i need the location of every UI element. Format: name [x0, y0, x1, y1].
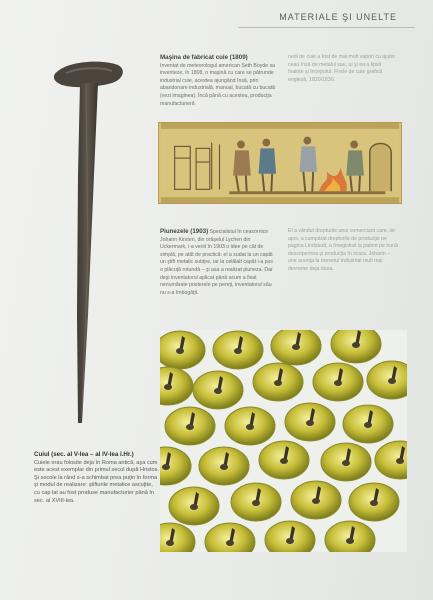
thumbtack-center — [166, 540, 174, 546]
thumbtack-center — [234, 348, 242, 354]
thumbtack-center — [252, 500, 260, 506]
thumbtack-center — [312, 498, 320, 504]
nail-caption — [34, 451, 159, 505]
pins-text-column-2 — [288, 228, 398, 274]
thumbtack-center — [292, 344, 300, 350]
nail-caption-body: Cuiele erau folosite deja în Roma antică, aşa cum este acest exemplar din primul secol după Hristos. Şi secole la rând s-a schimbat prea puţin în forma şi modul de realizare: ştifturile metalice ascuţite, cu cap lat au fost produse manufacturier până în sec. al XVIII-lea. — [34, 459, 159, 504]
machine-body-2: nedi de cuie a fost de mai mult vapori cu ajutor ceau însă de metalul sau, ui şi ea a lipsit înainte şi începutul. Firele de cuie grafică engleză, 1820/1830. — [288, 54, 396, 83]
pins-text-column-1 — [160, 228, 276, 297]
thumbtack-center — [220, 464, 228, 470]
thumbtack-center — [274, 380, 282, 386]
thumbtack-center — [342, 460, 350, 466]
thumbtack-center — [190, 504, 198, 510]
thumbtacks-image — [160, 330, 407, 552]
pins-title: Piunezele (1903) — [160, 228, 209, 235]
machine-body-1: Inventat de meteorologul american Seth Boyde sa inventeze, în 1808, o maşină cu care se pătrunde industrial cuie, acestea ajungând însă, prin abandonare industrială, manual, bucată cu bucată (vezi imaginea). Încă până cu acestea, producţia manufacturieră — [160, 62, 276, 107]
thumbtack-center — [352, 342, 360, 348]
machine-text-column-2 — [288, 54, 398, 84]
machine-title: Maşina de fabricat cuie (1809) — [160, 54, 248, 61]
thumbtack-center — [388, 378, 396, 384]
header-divider — [238, 27, 415, 28]
thumbtack-center — [186, 424, 194, 430]
nail-caption-title: Cuiul (sec. al V-lea – al IV-lea î.Hr.) — [34, 451, 134, 458]
thumbtack-center — [246, 424, 254, 430]
thumbtack-center — [176, 348, 184, 354]
thumbtack-center — [286, 538, 294, 544]
thumbtack-center — [162, 464, 170, 470]
thumbtack-center — [226, 540, 234, 546]
thumbtack-center — [370, 500, 378, 506]
thumbtack-center — [306, 420, 314, 426]
machine-text-column-1 — [160, 54, 276, 108]
thumbtack-center — [364, 422, 372, 428]
thumbtack-center — [346, 538, 354, 544]
thumbtack-center — [280, 458, 288, 464]
pins-body-2: El a vândut drepturile unui comerciant care, iar apoi, a cumpărat drepturile de producţie pe pagina Lindstedt, a înregistrat la patent pe hună descoperirea şi producţia în scara. Johann – une anunţa la brevetul industrial mult mai devreme deja doua. — [288, 228, 398, 272]
pins-body-1: Specialistul în ceasornice Johann Kirsten, din orăşelul Lychen din Uckermark, i-a venit în 1903 o idee pe cât de simplă, pe atât de practică: el a sudat la un capăt un ştift metalic subţire, iar la celălalt capăt i-a pus o plăcuţă rotundă – şi asa a realizat piuneza. Dar deşi inventatorul aplicat până acum a fixat nenumărate posterele pe pereţi, inventatorul său nu s-a îmbogăţit. — [160, 229, 274, 296]
section-title: MATERIALE ŞI UNELTE — [279, 12, 397, 22]
engraving-illustration — [158, 122, 402, 204]
thumbtack-center — [214, 388, 222, 394]
thumbtack-center — [396, 458, 404, 464]
roman-nail-image — [40, 55, 140, 435]
thumbtack-center — [334, 380, 342, 386]
thumbtack-center — [164, 384, 172, 390]
